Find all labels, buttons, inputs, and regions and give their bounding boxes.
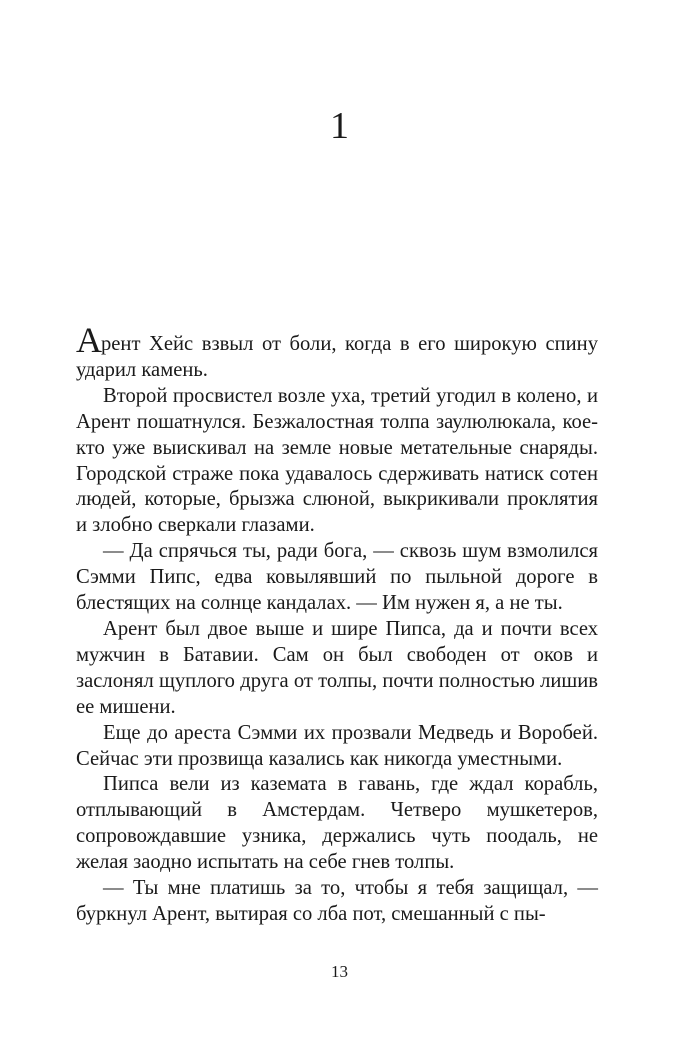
paragraph-6: Пипса вели из каземата в гавань, где ждал корабль, отплывающий в Амстердам. Четверо мушкетеров, сопровождавшие узника, держались чуть поодаль, не желая заодно испытать на себе гнев толпы. <box>76 773 598 874</box>
paragraph-7: — Ты мне платишь за то, чтобы я тебя защищал, — буркнул Арент, вытирая со лба пот, смешанный с пы- <box>76 877 598 925</box>
body-text <box>76 320 598 928</box>
paragraph-4: Арент был двое выше и шире Пипса, да и почти всех мужчин в Батавии. Сам он был свободен от оков и заслонял щуплого друга от толпы, почти полностью лишив ее мишени. <box>76 617 598 718</box>
chapter-number: 1 <box>330 105 349 147</box>
page-number: 13 <box>331 962 348 981</box>
paragraph-2: Второй просвистел возле уха, третий угодил в колено, и Арент пошатнулся. Безжалостная толпа заулюлюкала, кое-кто уже выискивал на земле новые метательные снаряды. Городской страже пока удавалось сдерживать натиск сотен людей, которые, брызжа слюной, выкрикивали проклятия и злобно сверкали глазами. <box>76 384 598 537</box>
paragraph-1-text: рент Хейс взвыл от боли, когда в его широкую спину ударил камень. <box>76 333 598 381</box>
drop-cap: А <box>76 320 101 360</box>
paragraph-3: — Да спрячься ты, ради бога, — сквозь шум взмолился Сэмми Пипс, едва ковылявший по пыльной дороге в блестящих на солнце кандалах. — Им нужен я, а не ты. <box>76 540 598 615</box>
paragraph-1 <box>76 320 598 384</box>
paragraph-5: Еще до ареста Сэмми их прозвали Медведь и Воробей. Сейчас эти прозвища казались как никогда уместными. <box>76 721 598 770</box>
